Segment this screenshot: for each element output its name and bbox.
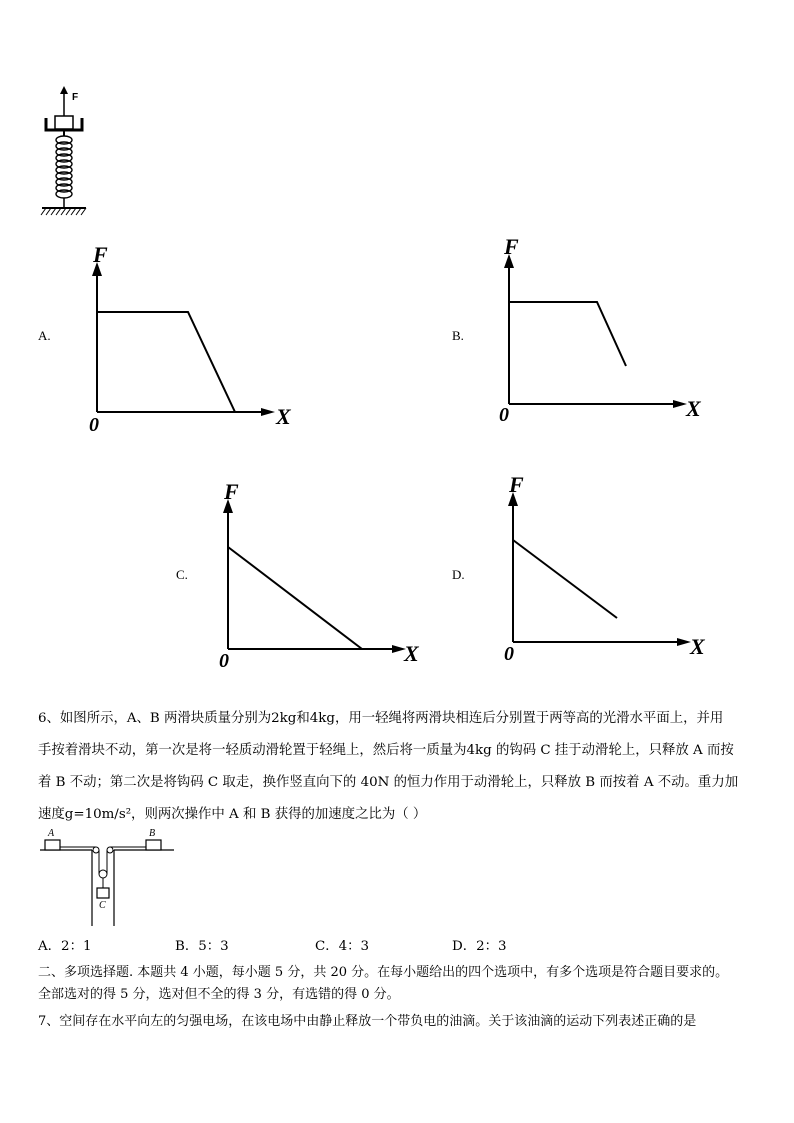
pulley-label-a: A bbox=[48, 828, 55, 839]
section2-line-2: 全部选对的得 5 分，选对但不全的得 3 分，有选错的得 0 分。 bbox=[38, 987, 400, 1002]
q6-line-3: 着 B 不动；第二次是将钩码 C 取走，换作竖直向下的 40N 的恒力作用于动滑轮上，只释放 B 而按着 A 不动。重力加 bbox=[38, 775, 739, 790]
spring-figure bbox=[38, 84, 98, 216]
graph-a-origin: 0 bbox=[89, 414, 99, 436]
q6-line-4: 速度g=10m/s²，则两次操作中 A 和 B 获得的加速度之比为（ ） bbox=[38, 807, 427, 822]
pulley-figure bbox=[40, 828, 180, 928]
graph-a-x-label: X bbox=[276, 404, 291, 429]
option-d-label: D. bbox=[452, 567, 465, 582]
graph-a-y-label: F bbox=[93, 242, 108, 267]
graph-c bbox=[216, 483, 436, 683]
q6-option-b: B．5：3 bbox=[175, 939, 229, 954]
graph-b-origin: 0 bbox=[499, 404, 509, 426]
graph-c-x-label: X bbox=[404, 641, 419, 666]
graph-b bbox=[497, 238, 717, 438]
q6-line-2: 手按着滑块不动，第一次是将一轻质动滑轮置于轻绳上，然后将一质量为4kg 的钩码 C 挂于动滑轮上，只释放 A 而按 bbox=[38, 743, 734, 758]
graph-d bbox=[501, 476, 721, 676]
graph-d-origin: 0 bbox=[504, 643, 514, 665]
spring-force-label: F bbox=[72, 92, 79, 103]
pulley-label-c: C bbox=[99, 900, 106, 911]
q6-option-d: D．2：3 bbox=[452, 939, 507, 954]
pulley-label-b: B bbox=[149, 828, 156, 839]
graph-d-y-label: F bbox=[509, 472, 524, 497]
section2-line-1: 二、多项选择题. 本题共 4 小题，每小题 5 分，共 20 分。在每小题给出的四个选项中，有多个选项是符合题目要求的。 bbox=[38, 965, 729, 980]
q7-text: 7、空间存在水平向左的匀强电场，在该电场中由静止释放一个带负电的油滴。关于该油滴的运动下列表述正确的是 bbox=[38, 1014, 697, 1029]
option-b-label: B. bbox=[452, 328, 464, 343]
option-c-label: C. bbox=[176, 567, 188, 582]
option-a-label: A. bbox=[38, 328, 51, 343]
graph-b-x-label: X bbox=[686, 396, 701, 421]
graph-a bbox=[85, 246, 305, 446]
q6-line-1: 6、如图所示，A、B 两滑块质量分别为2kg和4kg，用一轻绳将两滑块相连后分别置于两等高的光滑水平面上，并用 bbox=[38, 711, 724, 726]
graph-c-origin: 0 bbox=[219, 650, 229, 672]
graph-d-x-label: X bbox=[690, 634, 705, 659]
graph-b-y-label: F bbox=[504, 234, 519, 259]
graph-c-y-label: F bbox=[224, 479, 239, 504]
q6-option-c: C．4：3 bbox=[315, 939, 370, 954]
q6-option-a: A．2：1 bbox=[38, 939, 92, 954]
